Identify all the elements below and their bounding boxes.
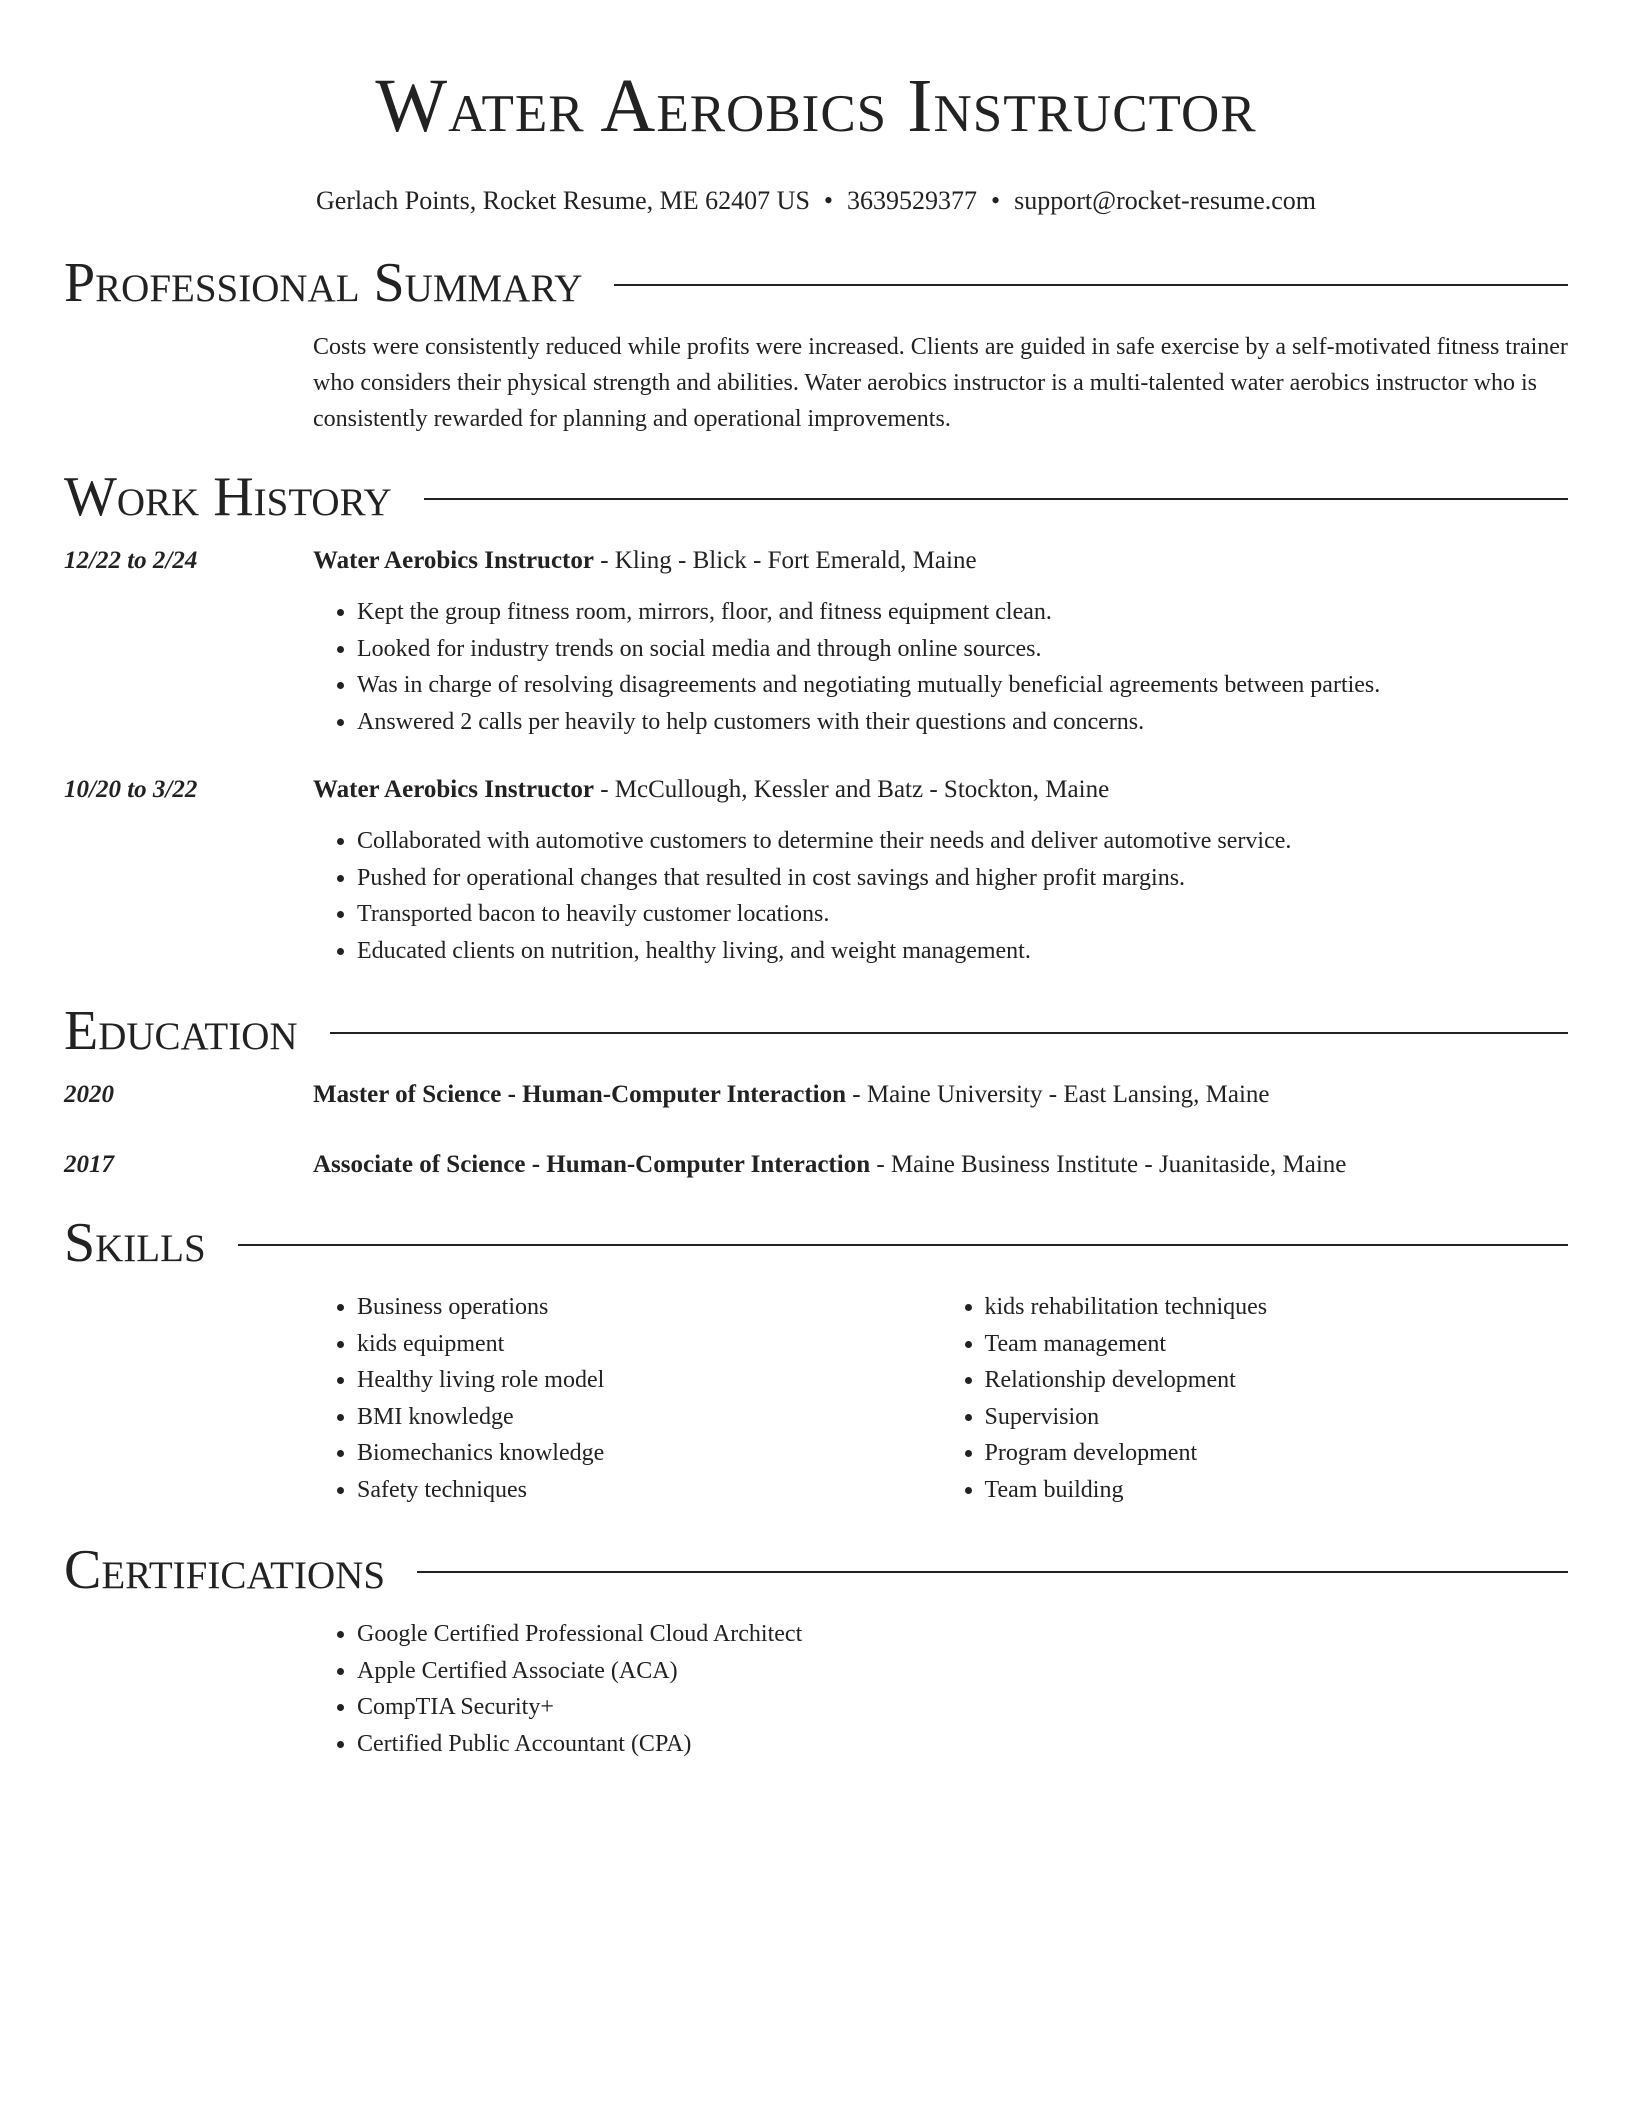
section-divider bbox=[330, 1032, 1568, 1034]
section-divider bbox=[238, 1244, 1568, 1246]
education-entry bbox=[64, 1077, 1568, 1113]
section-divider bbox=[614, 284, 1568, 286]
skills-header bbox=[64, 1211, 1568, 1275]
certifications-list bbox=[313, 1616, 1568, 1762]
education-details: - Maine Business Institute - Juanitaside, Maine bbox=[876, 1151, 1347, 1178]
job-bullet: • Transported bacon to heavily customer locations. bbox=[357, 896, 1568, 933]
work-history-header bbox=[64, 465, 1568, 529]
work-history-heading: Work History bbox=[64, 466, 392, 528]
summary-heading: Professional Summary bbox=[64, 252, 583, 314]
skills-column-right bbox=[941, 1289, 1569, 1508]
job-entry bbox=[64, 772, 1568, 969]
job-title: Water Aerobics Instructor bbox=[313, 547, 594, 574]
skill-item: • BMI knowledge bbox=[357, 1399, 941, 1436]
certifications-header bbox=[64, 1538, 1568, 1602]
job-title-line bbox=[313, 543, 1568, 579]
certification-item: • Google Certified Professional Cloud Architect bbox=[357, 1616, 1568, 1653]
education-degree: Master of Science - Human-Computer Interaction bbox=[313, 1081, 847, 1108]
certifications-section bbox=[64, 1538, 1568, 1762]
job-title: Water Aerobics Instructor bbox=[313, 776, 594, 803]
education-heading: Education bbox=[64, 1000, 298, 1062]
job-entry bbox=[64, 543, 1568, 740]
skill-item: • Team management bbox=[985, 1326, 1569, 1363]
skill-item: • Business operations bbox=[357, 1289, 941, 1326]
summary-text: Costs were consistently reduced while profits were increased. Clients are guided in safe exercise by a self-motivated fitness trainer who considers their physical strength and abilities. Water aerobics instructor is a multi-talented water aerobics instructor who is consistently rewarded for planning and operational improvements. bbox=[313, 334, 1568, 432]
job-details: - Kling - Blick - Fort Emerald, Maine bbox=[600, 547, 977, 574]
skill-item: • Supervision bbox=[985, 1399, 1569, 1436]
skill-item: • Biomechanics knowledge bbox=[357, 1435, 941, 1472]
contact-separator: • bbox=[823, 186, 834, 215]
education-header bbox=[64, 999, 1568, 1063]
skills-column-left bbox=[313, 1289, 941, 1508]
skill-item: • Relationship development bbox=[985, 1362, 1569, 1399]
education-line bbox=[313, 1077, 1568, 1113]
job-details: - McCullough, Kessler and Batz - Stockton, Maine bbox=[600, 776, 1110, 803]
job-bullet: • Answered 2 calls per heavily to help customers with their questions and concerns. bbox=[357, 704, 1568, 741]
job-bullet: • Collaborated with automotive customers to determine their needs and deliver automotive service. bbox=[357, 823, 1568, 860]
skills-section bbox=[64, 1211, 1568, 1508]
job-dates: 10/20 to 3/22 bbox=[64, 776, 198, 803]
certifications-heading: Certifications bbox=[64, 1539, 386, 1601]
job-bullet: • Kept the group fitness room, mirrors, floor, and fitness equipment clean. bbox=[357, 594, 1568, 631]
job-title-line bbox=[313, 772, 1568, 808]
job-body bbox=[313, 772, 1568, 969]
contact-email: support@rocket-resume.com bbox=[1014, 186, 1317, 215]
job-bullet: • Looked for industry trends on social media and through online sources. bbox=[357, 631, 1568, 668]
contact-line bbox=[64, 184, 1568, 218]
job-body bbox=[313, 543, 1568, 740]
education-degree: Associate of Science - Human-Computer Interaction bbox=[313, 1151, 871, 1178]
education-details: - Maine University - East Lansing, Maine bbox=[852, 1081, 1270, 1108]
skill-item: • Team building bbox=[985, 1472, 1569, 1509]
summary-section bbox=[64, 251, 1568, 437]
skill-item: • kids rehabilitation techniques bbox=[985, 1289, 1569, 1326]
skills-heading: Skills bbox=[64, 1212, 206, 1274]
skills-list bbox=[313, 1289, 1568, 1508]
certifications-list-wrap bbox=[313, 1616, 1568, 1762]
education-entry bbox=[64, 1147, 1568, 1183]
certification-item: • Apple Certified Associate (ACA) bbox=[357, 1653, 1568, 1690]
education-year: 2020 bbox=[64, 1081, 114, 1108]
certification-item: • CompTIA Security+ bbox=[357, 1689, 1568, 1726]
contact-separator: • bbox=[991, 186, 1001, 215]
job-bullet: • Pushed for operational changes that resulted in cost savings and higher profit margins. bbox=[357, 860, 1568, 897]
skill-item: • Program development bbox=[985, 1435, 1569, 1472]
skill-item: • Healthy living role model bbox=[357, 1362, 941, 1399]
job-dates: 12/22 to 2/24 bbox=[64, 547, 198, 574]
contact-address: Gerlach Points, Rocket Resume, ME 62407 US bbox=[315, 186, 810, 215]
education-section bbox=[64, 999, 1568, 1183]
resume-name: Water Aerobics Instructor bbox=[375, 64, 1257, 148]
job-bullet: • Was in charge of resolving disagreements and negotiating mutually beneficial agreements between parties. bbox=[357, 667, 1568, 704]
work-history-section bbox=[64, 465, 1568, 969]
summary-header bbox=[64, 251, 1568, 315]
contact-phone: 3639529377 bbox=[847, 186, 978, 215]
job-bullets bbox=[313, 823, 1568, 969]
job-bullets bbox=[313, 594, 1568, 740]
certification-item: • Certified Public Accountant (CPA) bbox=[357, 1726, 1568, 1763]
job-bullet: • Educated clients on nutrition, healthy living, and weight management. bbox=[357, 933, 1568, 970]
skill-item: • Safety techniques bbox=[357, 1472, 941, 1509]
education-year: 2017 bbox=[64, 1151, 114, 1178]
skill-item: • kids equipment bbox=[357, 1326, 941, 1363]
section-divider bbox=[424, 498, 1568, 500]
section-divider bbox=[417, 1571, 1568, 1573]
education-line bbox=[313, 1147, 1568, 1183]
